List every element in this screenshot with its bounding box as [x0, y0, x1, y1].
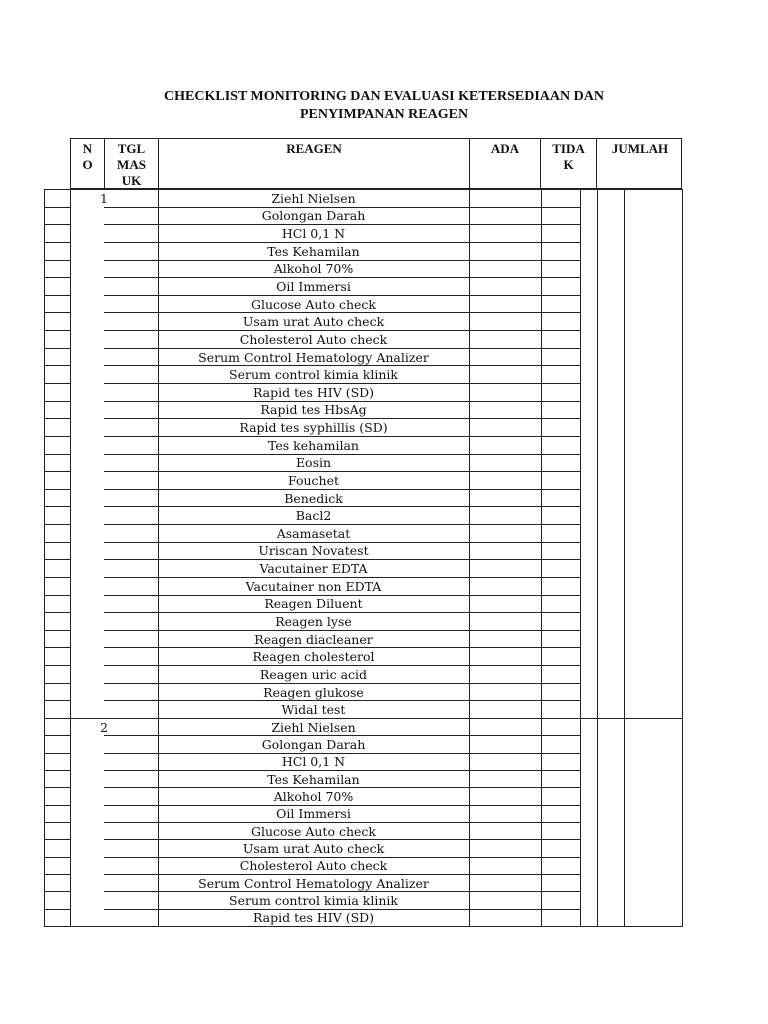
reagent-name: Serum control kimia klinik — [229, 367, 398, 383]
reagent-name: Fouchet — [287, 472, 340, 488]
row-line — [44, 277, 71, 278]
reagent-name: Oil Immersi — [276, 806, 351, 822]
header-reagen: REAGEN — [159, 139, 470, 188]
col-line — [682, 189, 683, 719]
row-line — [44, 489, 71, 490]
reagent-name: Reagen uric acid — [259, 666, 368, 682]
header-no-line: N — [82, 141, 93, 156]
row-line — [44, 665, 71, 666]
row-line — [44, 822, 71, 823]
reagent-name: Golongan Darah — [261, 737, 366, 752]
row-line — [44, 753, 71, 754]
row-line — [44, 700, 71, 701]
header-tgl-line: UK — [121, 173, 142, 188]
row-line — [44, 683, 71, 684]
col-line — [624, 718, 625, 927]
reagent-name: Cholesterol Auto check — [239, 331, 388, 347]
col-line — [682, 718, 683, 927]
col-line — [624, 189, 625, 719]
col-line — [597, 189, 598, 719]
reagent-name: Reagen cholesterol — [252, 649, 375, 665]
reagent-name: Rapid tes HIV (SD) — [252, 910, 375, 926]
row-line — [44, 401, 71, 402]
reagent-name: Reagen lyse — [275, 614, 352, 630]
reagent-name: Rapid tes HbsAg — [260, 402, 367, 418]
reagent-name: Rapid tes HIV (SD) — [252, 384, 375, 400]
reagent-name: Vacutainer non EDTA — [245, 578, 382, 594]
reagent-name: Usam urat Auto check — [242, 841, 385, 856]
title-line-2: PENYIMPANAN REAGEN — [299, 107, 469, 122]
row-line — [44, 577, 71, 578]
header-tidak-line: K — [563, 157, 574, 172]
reagent-name: Glucose Auto check — [251, 823, 376, 839]
title-line-1: CHECKLIST MONITORING DAN EVALUASI KETERSEDIAAN DAN — [164, 89, 604, 104]
reagent-name: HCl 0,1 N — [281, 754, 346, 770]
row-line — [44, 524, 71, 525]
row-line — [44, 471, 71, 472]
header-tidak-line: TIDA — [552, 141, 585, 156]
row-line — [44, 224, 71, 225]
row-line — [44, 612, 71, 613]
row-line — [44, 630, 71, 631]
reagent-name: Eosin — [295, 455, 332, 471]
row-line — [44, 559, 71, 560]
reagent-name: Serum control kimia klinik — [229, 893, 398, 908]
row-line — [44, 839, 71, 840]
row-line — [44, 365, 71, 366]
reagent-name: Tes Kehamilan — [267, 243, 360, 259]
row-line — [44, 330, 71, 331]
reagent-name: Serum Control Hematology Analizer — [198, 875, 429, 891]
row-line — [44, 770, 71, 771]
header-ada: ADA — [470, 139, 541, 188]
row-line — [44, 454, 71, 455]
row-line — [44, 383, 71, 384]
row-line — [44, 857, 71, 858]
reagent-name: Reagen Diluent — [264, 596, 363, 612]
reagent-name: Alkohol 70% — [273, 261, 354, 277]
col-line — [597, 718, 598, 927]
row-line — [44, 647, 71, 648]
reagent-name: Cholesterol Auto check — [239, 858, 388, 874]
reagent-name: Vacutainer EDTA — [259, 561, 368, 577]
reagent-name: Ziehl Nielsen — [271, 190, 356, 206]
header-tgl-line: TGL — [117, 141, 146, 156]
row-line — [44, 805, 71, 806]
reagent-name: Benedick — [284, 490, 343, 506]
reagent-name: Widal test — [281, 702, 346, 718]
reagent-name: Uriscan Novatest — [258, 543, 369, 559]
row-line — [44, 418, 71, 419]
reagent-name: Usam urat Auto check — [242, 314, 385, 330]
reagent-name: Bacl2 — [295, 508, 332, 524]
row-line — [44, 436, 71, 437]
reagent-name: Serum Control Hematology Analizer — [198, 349, 429, 365]
header-tgl-line: MAS — [117, 157, 146, 172]
row-line — [44, 506, 71, 507]
row-line — [44, 542, 71, 543]
row-line — [44, 891, 71, 892]
row-line — [44, 312, 71, 313]
header-no-line: O — [82, 157, 93, 172]
reagent-name: Glucose Auto check — [251, 296, 376, 312]
group-number: 2 — [100, 720, 108, 735]
row-line — [44, 207, 71, 208]
row-line — [44, 260, 71, 261]
reagent-name: Golongan Darah — [261, 208, 366, 224]
reagent-name: Reagen diacleaner — [254, 631, 373, 647]
row-line — [44, 735, 71, 736]
reagent-name: Reagen glukose — [263, 684, 364, 700]
group-number: 1 — [100, 191, 108, 206]
reagent-name: Tes Kehamilan — [267, 771, 360, 787]
reagent-name: Tes kehamilan — [268, 437, 359, 453]
header-jumlah: JUMLAH — [611, 141, 669, 156]
reagent-name: Alkohol 70% — [273, 789, 354, 804]
row-line — [44, 909, 71, 910]
row-line — [44, 874, 71, 875]
row-line — [44, 295, 71, 296]
reagent-name: Rapid tes syphillis (SD) — [239, 420, 388, 436]
row-line — [44, 242, 71, 243]
reagent-name: Asamasetat — [276, 525, 351, 541]
row-line — [44, 595, 71, 596]
reagent-name: HCl 0,1 N — [281, 226, 346, 242]
reagent-name: Oil Immersi — [276, 278, 351, 294]
row-line — [44, 787, 71, 788]
row-line — [44, 348, 71, 349]
reagent-name: Ziehl Nielsen — [271, 719, 356, 735]
